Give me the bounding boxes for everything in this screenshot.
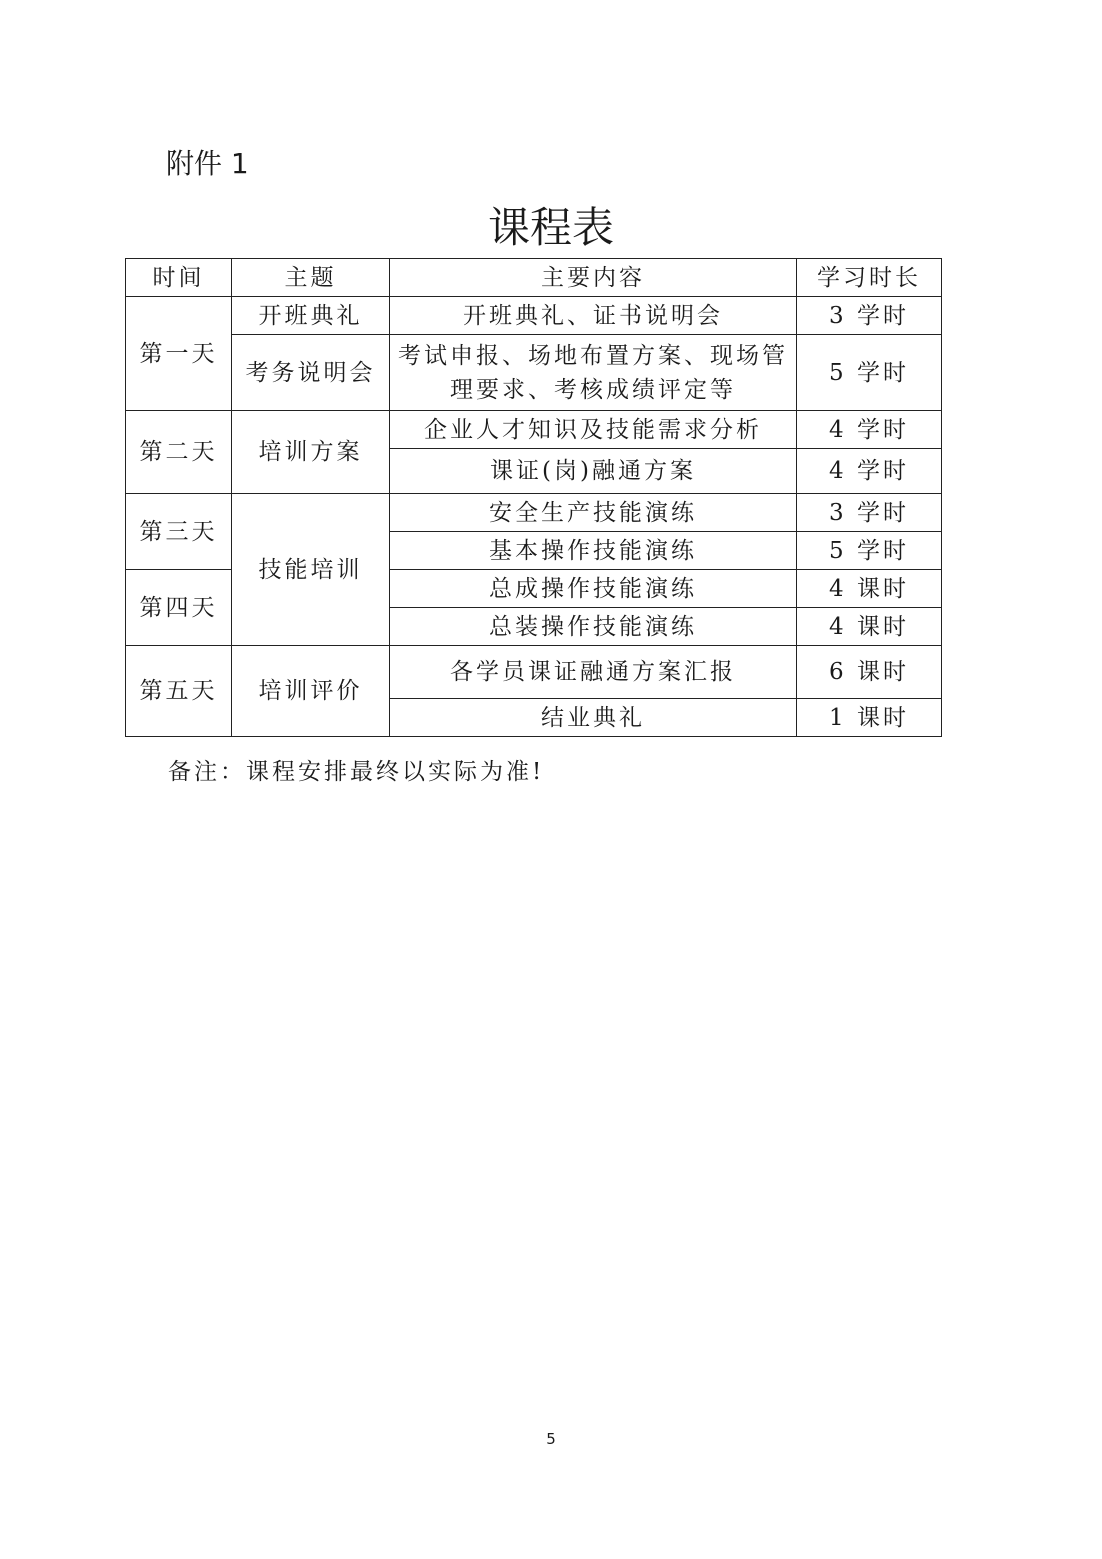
page-number: 5 (546, 1430, 556, 1448)
duration-cell: 6 课时 (797, 646, 942, 699)
table-row (126, 411, 942, 449)
topic-cell: 培训方案 (232, 411, 390, 494)
topic-cell: 培训评价 (232, 646, 390, 737)
table-header-row (126, 259, 942, 297)
table-row (126, 297, 942, 335)
day-cell: 第二天 (126, 411, 232, 494)
day-cell: 第四天 (126, 570, 232, 646)
table-row (126, 494, 942, 532)
topic-cell: 开班典礼 (232, 297, 390, 335)
content-cell: 安全生产技能演练 (390, 494, 797, 532)
attachment-label: 附件 1 (166, 147, 249, 180)
header-time: 时间 (126, 259, 232, 297)
duration-cell: 4 学时 (797, 411, 942, 449)
duration-cell: 5 学时 (797, 335, 942, 411)
content-cell: 考试申报、场地布置方案、现场管理要求、考核成绩评定等 (390, 335, 797, 411)
content-cell: 各学员课证融通方案汇报 (390, 646, 797, 699)
content-cell: 基本操作技能演练 (390, 532, 797, 570)
day-cell: 第三天 (126, 494, 232, 570)
duration-cell: 5 学时 (797, 532, 942, 570)
header-topic: 主题 (232, 259, 390, 297)
duration-cell: 4 学时 (797, 449, 942, 494)
day-cell: 第一天 (126, 297, 232, 411)
content-cell: 课证(岗)融通方案 (390, 449, 797, 494)
topic-cell: 考务说明会 (232, 335, 390, 411)
table-row (126, 646, 942, 699)
duration-cell: 3 学时 (797, 297, 942, 335)
document-title: 课程表 (487, 203, 614, 252)
duration-cell: 3 学时 (797, 494, 942, 532)
topic-cell: 技能培训 (232, 494, 390, 646)
content-cell: 总成操作技能演练 (390, 570, 797, 608)
header-duration: 学习时长 (797, 259, 942, 297)
table-row (126, 335, 942, 411)
day-cell: 第五天 (126, 646, 232, 737)
header-content: 主要内容 (390, 259, 797, 297)
duration-cell: 1 课时 (797, 699, 942, 737)
course-schedule-table (125, 258, 942, 737)
content-cell: 总装操作技能演练 (390, 608, 797, 646)
content-cell: 结业典礼 (390, 699, 797, 737)
content-cell: 企业人才知识及技能需求分析 (390, 411, 797, 449)
duration-cell: 4 课时 (797, 608, 942, 646)
content-cell: 开班典礼、证书说明会 (390, 297, 797, 335)
duration-cell: 4 课时 (797, 570, 942, 608)
schedule-note: 备注：课程安排最终以实际为准! (168, 759, 545, 785)
